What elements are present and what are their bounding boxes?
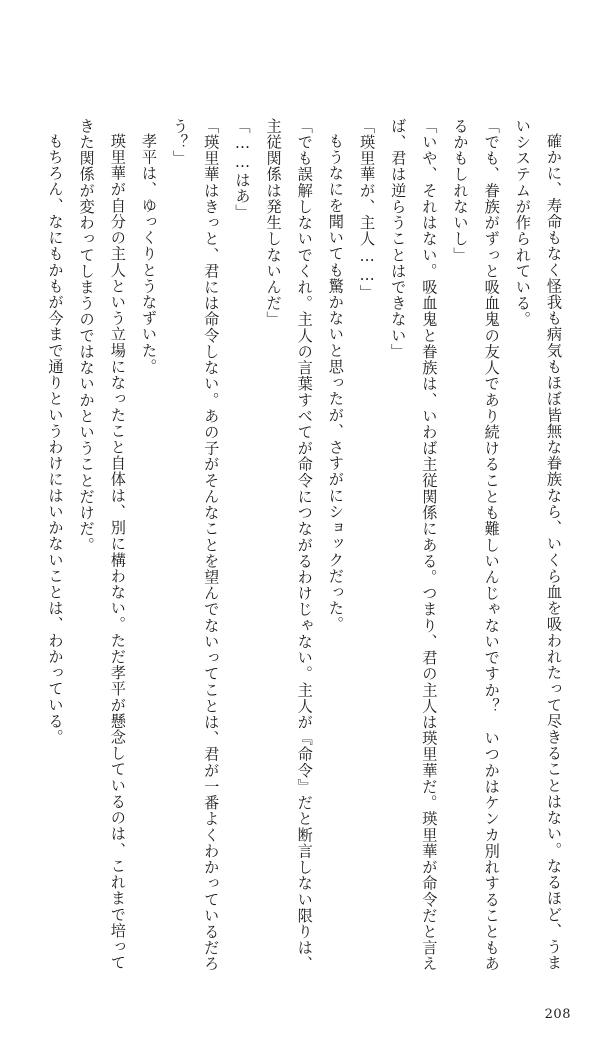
paragraph: 「瑛里華が、主人……」 (358, 118, 377, 301)
paragraph: 「でも、眷族がずっと吸血鬼の友人であり続けることも難しいんじゃないですか？ いつかはケンカ別れすることもあるかもしれないし」 (451, 118, 501, 972)
paragraph: 瑛里華が自分の主人という立場になったこと自体は、別に構わない。ただ孝平が懸念しているのは、これまで培ってきた関係が変わってしまうのではないかということだけだ。 (77, 118, 127, 972)
paragraph: 孝平は、ゆっくりとうなずいた。 (139, 133, 158, 375)
page-body-text (46, 118, 569, 974)
paragraph: 確かに、寿命もなく怪我も病気もほぼ皆無な眷族なら、いくら血を吸われたって尽きることはない。なるほど、うまいシステムが作られている。 (513, 118, 563, 972)
paragraph: 「瑛里華はきっと、君には命令しない。あの子がそんなことを望んでないってことは、君が一番よくわかっているだろう？」 (171, 118, 221, 972)
paragraph: もちろん、なにもかもが今まで通りというわけにはいかないことは、わかっている。 (46, 133, 65, 746)
paragraph: もうなにを聞いても驚かないと思ったが、さすがにショックだった。 (326, 133, 345, 633)
paragraph: 「いや、それはない。吸血鬼と眷族は、いわば主従関係にある。つまり、君の主人は瑛里華だ。瑛里華が命令だと言えば、君は逆らうことはできない」 (389, 118, 439, 972)
paragraph: 「でも誤解しないでくれ。主人の言葉すべてが命令につながるわけじゃない。主人が『命令』だと断言しない限りは、主従関係は発生しないんだ」 (264, 118, 314, 972)
paragraph: 「……はあ」 (233, 118, 252, 221)
page-number: 208 (544, 1007, 571, 1022)
